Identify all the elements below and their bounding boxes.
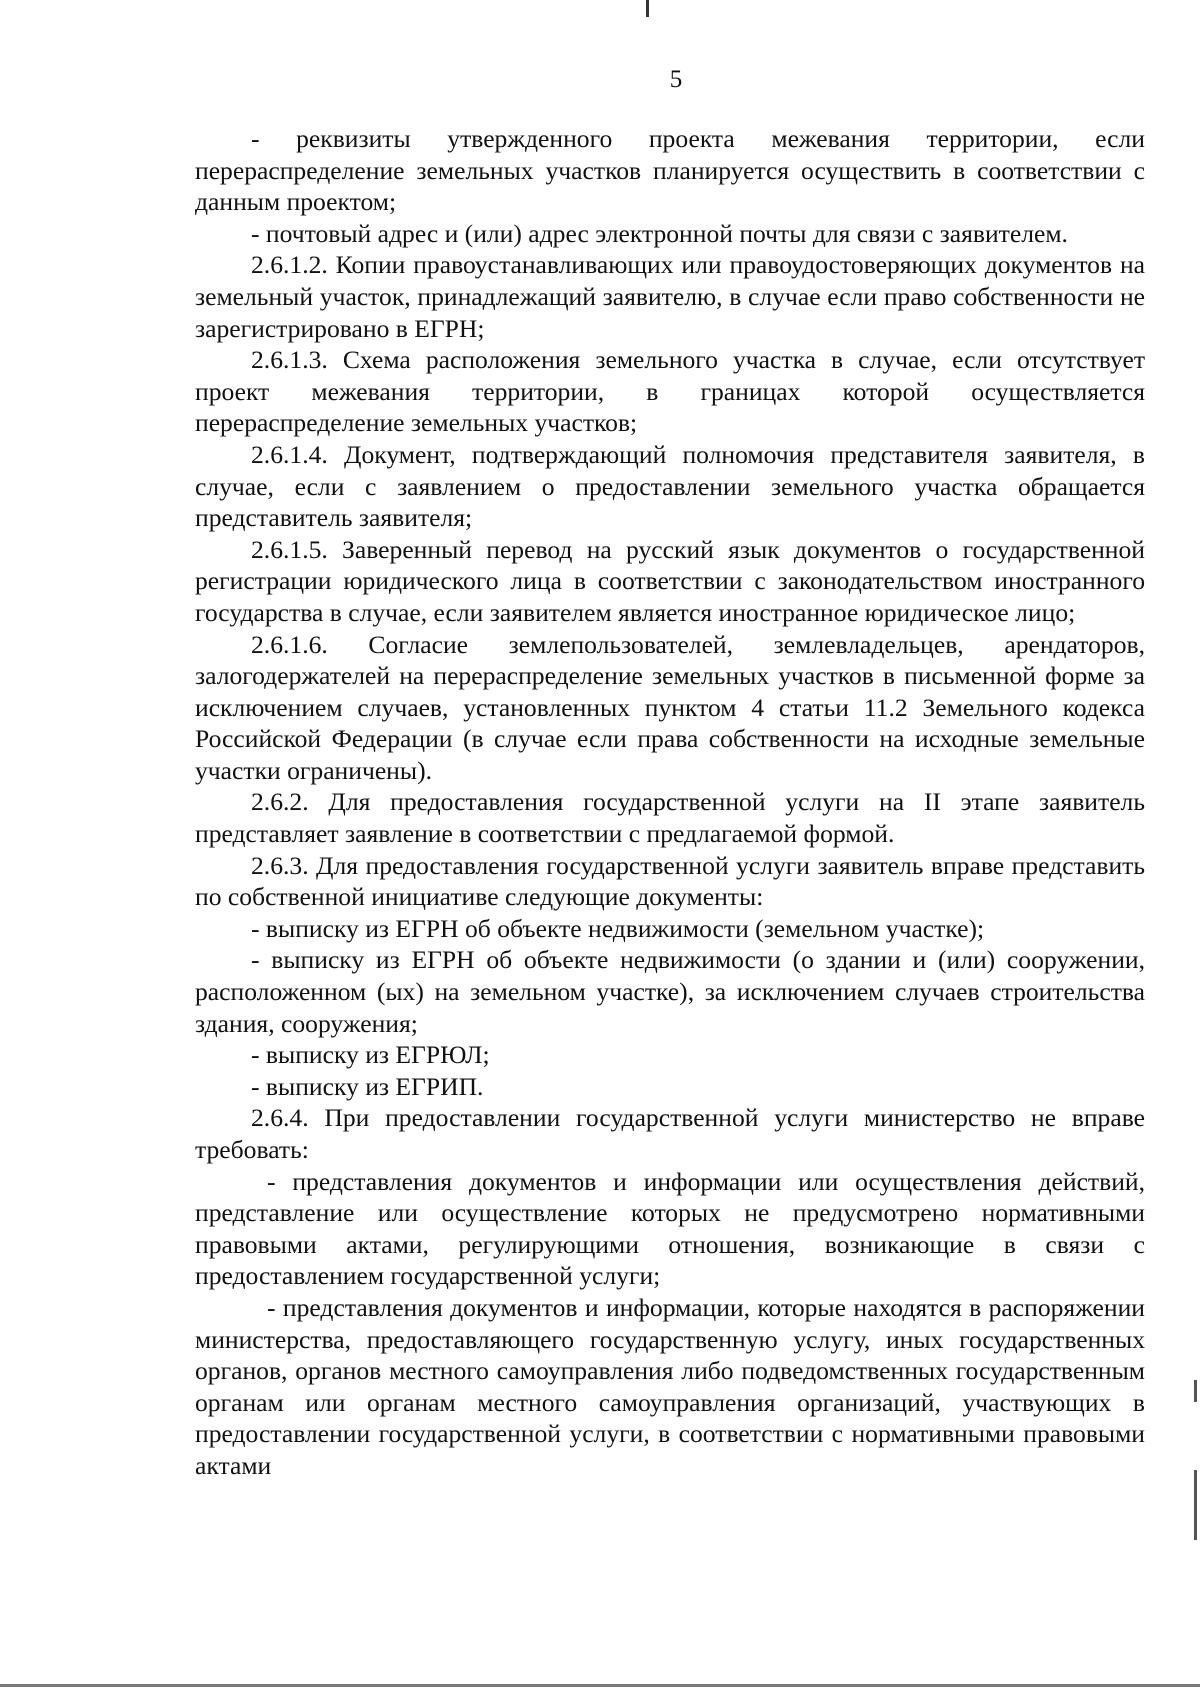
paragraph-egrn-building: - выписку из ЕГРН об объекте недвижимости (о здании и (или) сооружении, расположенном (ых) на земельном участке), за исключением случаев строительства здания, сооружения; (195, 945, 1145, 1038)
paragraph-2-6-4: 2.6.4. При предоставлении государственной услуги министерство не вправе требовать: (195, 1103, 1145, 1164)
paragraph-postal-address: - почтовый адрес и (или) адрес электронной почты для связи с заявителем. (251, 218, 1068, 248)
paragraph-2-6-3: 2.6.3. Для предоставления государственной услуги заявитель вправе представить по собственной инициативе следующие документы: (195, 850, 1145, 912)
scan-margin-mark (1194, 1380, 1197, 1402)
paragraph-egrul: - выписку из ЕГРЮЛ; (251, 1040, 490, 1070)
paragraph-not-required-actions: - представления документов и информации или осуществления действий, представление или осуществление которых не предусмотрено нормативными правовыми актами, регулирующими отношения, возникающие в связи с предоставлением государственной услуги; (195, 1166, 1145, 1291)
scan-bottom-edge (0, 1684, 1200, 1687)
paragraph-egrn-land: - выписку из ЕГРН об объекте недвижимости (земельном участке); (251, 913, 985, 943)
page-number: 5 (669, 66, 683, 93)
paragraph-egrip: - выписку из ЕГРИП. (251, 1071, 484, 1101)
paragraph-2-6-1-4: 2.6.1.4. Документ, подтверждающий полномочия представителя заявителя, в случае, если с заявлением о предоставлении земельного участка обращается представитель заявителя; (195, 439, 1145, 533)
paragraph-not-required-documents: - представления документов и информации, которые находятся в распоряжении министерства, предоставляющего государственную услугу, иных государственных органов, органов местного самоуправления либо подведомственных государственным органам или органам местного самоуправления организаций, участвующих в предоставлении государственной услуги, в соответствии с нормативными правовыми актами (195, 1292, 1145, 1480)
paragraph-2-6-2: 2.6.2. Для предоставления государственной услуги на II этапе заявитель представляет заявление в соответствии с предлагаемой формой. (195, 787, 1145, 849)
paragraph-2-6-1-6: 2.6.1.6. Согласие землепользователей, землевладельцев, арендаторов, залогодержателей на перераспределение земельных участков в письменной форме за исключением случаев, установленных пунктом 4 статьи 11.2 Земельного кодекса Российской Федерации (в случае если права собственности на исходные земельные участки ограничены). (195, 629, 1145, 785)
paragraph-2-6-1-5: 2.6.1.5. Заверенный перевод на русский язык документов о государственной регистрации юридического лица в соответствии с законодательством иностранного государства в случае, если заявителем является иностранное юридическое лицо; (195, 534, 1145, 627)
paragraph-requisites: - реквизиты утвержденного проекта межевания территории, если перераспределение земельных участков планируется осуществить в соответствии с данным проектом; (195, 124, 1145, 217)
paragraph-2-6-1-3: 2.6.1.3. Схема расположения земельного участка в случае, если отсутствует проект межевания территории, в границах которой осуществляется перераспределение земельных участков; (195, 345, 1145, 438)
document-body (195, 123, 1145, 1482)
paragraph-2-6-1-2: 2.6.1.2. Копии правоустанавливающих или правоудостоверяющих документов на земельный участок, принадлежащий заявителю, в случае если право собственности не зарегистрировано в ЕГРН; (195, 250, 1145, 343)
scan-margin-mark (1194, 1470, 1197, 1540)
scan-crop-mark (646, 0, 649, 17)
